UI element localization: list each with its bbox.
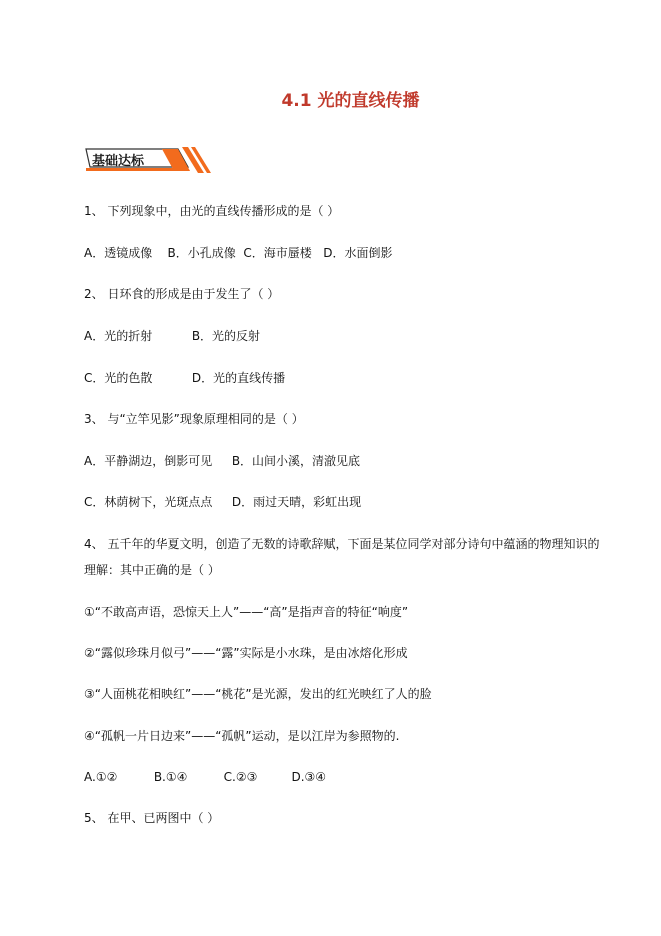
question-5-stem: 5、 在甲、已两图中（ ）: [84, 811, 220, 825]
q1-option-d: D．水面倒影: [323, 246, 393, 260]
q1-option-c: C．海市蜃楼: [243, 246, 312, 260]
question-1-stem: 1、 下列现象中，由光的直线传播形成的是（ ）: [84, 204, 340, 218]
q2-option-d: D．光的直线传播: [191, 371, 286, 385]
q4-statement-1: ①“不敢高声语，恐惊天上人”——“高”是指声音的特征“响度”: [84, 605, 409, 619]
question-4-options: [84, 769, 326, 785]
question-3-options-row1: [84, 453, 360, 469]
q2-option-a: A．光的折射: [84, 329, 153, 343]
question-4-stem: 4、 五千年的华夏文明，创造了无数的诗歌辞赋，下面是某位同学对部分诗句中蕴涵的物理知识的理解：其中正确的是（ ）: [84, 537, 600, 577]
section-badge: [84, 143, 216, 175]
page-title: 4.1 光的直线传播: [281, 91, 420, 111]
question-1-options: [84, 245, 392, 261]
q3-option-a: A．平静湖边，倒影可见: [84, 454, 213, 468]
question-3-stem: 3、 与“立竿见影”现象原理相同的是（ ）: [84, 412, 304, 426]
q1-option-b: B．小孔成像: [167, 246, 236, 260]
q4-option-c: C.②③: [223, 770, 258, 784]
q1-option-a: A．透镜成像: [84, 246, 153, 260]
q2-option-b: B．光的反射: [191, 329, 261, 343]
question-3-options-row2: [84, 494, 361, 510]
question-2-options-row2: [84, 370, 285, 386]
q2-option-c: C．光的色散: [84, 371, 153, 385]
q3-option-b: B．山间小溪，清澈见底: [231, 454, 361, 468]
q4-statement-4: ④“孤帆一片日边来”——“孤帆”运动，是以江岸为参照物的.: [84, 729, 400, 743]
question-2-options-row1: [84, 328, 260, 344]
q3-option-c: C．林荫树下，光斑点点: [84, 495, 213, 509]
q4-option-d: D.③④: [291, 770, 327, 784]
badge-label: 基础达标: [92, 154, 145, 169]
q3-option-d: D．雨过天晴，彩虹出现: [231, 495, 362, 509]
q4-option-a: A.①②: [84, 770, 118, 784]
question-2-stem: 2、 日环食的形成是由于发生了（ ）: [84, 287, 280, 301]
q4-option-b: B.①④: [153, 770, 188, 784]
q4-statement-2: ②“露似珍珠月似弓”——“露”实际是小水珠，是由冰熔化形成: [84, 646, 408, 660]
q4-statement-3: ③“人面桃花相映红”——“桃花”是光源，发出的红光映红了人的脸: [84, 687, 432, 701]
